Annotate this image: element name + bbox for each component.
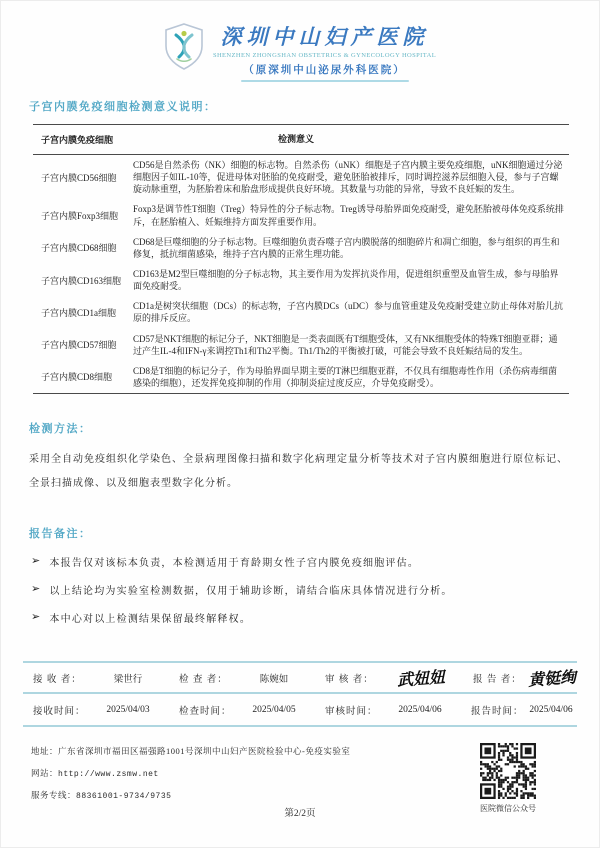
hospital-name: 深圳中山妇产医院 [220,25,429,49]
arrow-bullet-icon: ➢ [31,611,42,624]
header-underline [241,80,409,82]
receive-time-label: 接收时间： [33,706,86,717]
cell-type-label: 子宫内膜CD68细胞 [41,243,117,254]
review-time: 2025/04/06 [398,704,442,715]
significance-table [33,124,569,394]
address-value: 广东省深圳市福田区福强路1001号深圳中山妇产医院检验中心-免疫实验室 [58,746,351,756]
note-item [31,582,565,597]
note-text: 本中心对以上检测结果保留最终解释权。 [49,614,252,626]
check-time-label: 检查时间： [179,706,232,717]
checker-name: 陈婉如 [259,674,289,685]
wechat-qr-label: 医院微信公众号 [480,804,536,813]
footer-website-line [31,767,350,779]
table-row [33,232,569,264]
note-text: 以上结论均为实验室检测数据，仅用于辅助诊断，请结合临床具体情况进行分析。 [49,586,453,598]
table-row [33,264,569,296]
table-row [33,329,569,361]
reviewer-label: 审 核 者： [325,674,374,685]
cell-meaning-text: CD163是M2型巨噬细胞的分子标志物，其主要作用为发挥抗炎作用，促进组织重塑及血管生成，参与母胎界面免疫耐受。 [133,268,559,292]
significance-table-header [33,125,569,155]
cell-meaning-text: CD8是T细胞的标记分子，作为母胎界面早期主要的T淋巴细胞亚群，不仅具有细胞毒性作用（杀伤病毒细菌感染的细胞），还发挥免疫抑制的作用（抑制炎症过度反应，介导免疫耐受）。 [133,365,558,388]
table-row [33,361,569,393]
hospital-header [1,1,599,82]
note-text: 本报告仅对该标本负责，本检测适用于育龄期女性子宫内膜免疫细胞评估。 [49,558,420,570]
arrow-bullet-icon: ➢ [31,583,42,596]
cell-meaning-text: CD68是巨噬细胞的分子标志物。巨噬细胞负责吞噬子宫内膜脱落的细胞碎片和凋亡细胞，参与组织的再生和修复，抵抗细菌感染，维持子宫内膜的正常生理功能。 [133,236,560,259]
cell-type-label: 子宫内膜CD1a细胞 [41,307,116,318]
notes-section-title: 报告备注： [29,528,92,541]
check-time: 2025/04/05 [252,704,296,715]
hospital-shield-logo-icon [164,23,204,70]
receive-time: 2025/04/03 [106,704,150,715]
cell-type-label: 子宫内膜CD56细胞 [41,172,117,183]
hospital-former-name: （原深圳中山泌尿外科医院） [243,65,406,76]
footer-hotline-line [31,789,350,801]
cell-type-label: 子宫内膜CD57细胞 [41,340,117,351]
method-section-title: 检测方法： [29,423,92,436]
checker-label: 检 查 者： [179,674,228,685]
cell-type-label: 子宫内膜CD163细胞 [41,275,122,286]
hospital-name-en: SHENZHEN ZHONGSHAN OBSTETRICS & GYNECOLOGY HOSPITAL [212,52,437,59]
cell-type-label: 子宫内膜CD8细胞 [41,372,113,383]
receiver-label: 接 收 者： [33,674,82,685]
page-number: 第2/2页 [284,809,316,819]
hotline-value: 88361001-9734/9735 [76,792,172,801]
hospital-title-block [213,21,436,82]
note-item [31,554,565,569]
address-label: 地址： [31,746,59,756]
website-label: 网站： [31,768,59,778]
reporter-signature: 黄铤绚 [527,669,577,690]
arrow-bullet-icon: ➢ [31,555,42,568]
footer-address-line [31,745,350,757]
table-row [33,155,569,199]
table-row [33,296,569,328]
footer-contact-block [31,745,350,811]
signoff-table [23,661,577,727]
wechat-qr-block [477,743,539,814]
cell-type-label: 子宫内膜Foxp3细胞 [41,211,119,222]
column-header-meaning: 检测意义 [277,134,314,145]
cell-meaning-text: Foxp3是调节性T细胞（Treg）特异性的分子标志物。Treg诱导母胎界面免疫耐受，避免胚胎被母体免疫系统排斥，在胚胎植入、妊娠维持方面发挥重要作用。 [133,204,564,227]
reviewer-signature: 武妞妞 [396,669,446,690]
wechat-qr-code-icon [480,743,536,799]
cell-meaning-text: CD1a是树突状细胞（DCs）的标志物，子宫内膜DCs（uDC）参与血管重建及免疫耐受建立防止母体对胎儿抗原的排斥反应。 [133,301,564,324]
hotline-label: 服务专线： [31,790,77,800]
cell-meaning-text: CD57是NKT细胞的标记分子，NKT细胞是一类表面既有T细胞受体，又有NK细胞受体的特殊T细胞亚群；通过产生IL-4和IFN-γ来调控Th1和Th2平衡。Th1/Th2的平衡被打破，可能会导致不良妊娠结局的发生。 [133,333,558,356]
method-body-text: 采用全自动免疫组织化学染色、全景病理图像扫描和数字化病理定量分析等技术对子宫内膜细胞进行原位标记、全景扫描成像、以及细胞表型数字化分析。 [29,454,568,489]
reporter-label: 报 告 者： [473,674,522,685]
signoff-names-row [23,663,577,694]
significance-section-title: 子宫内膜免疫细胞检测意义说明： [29,101,217,113]
receiver-name: 梁世行 [113,674,143,685]
table-row [33,199,569,231]
cell-meaning-text: CD56是自然杀伤（NK）细胞的标志物。自然杀伤（uNK）细胞是子宫内膜主要免疫细胞，uNK细胞通过分泌细胞因子如IL-10等，促进母体对胚胎的免疫耐受，避免胚胎被排斥，同时调控滋养层细胞入侵，参与子宫螺旋动脉重塑，为胚胎着床和胎盘形成提供良好环境。其数量与功能的异常，导致不良妊娠的发生。 [133,160,563,195]
website-value: http://www.zsmw.net [58,770,159,779]
report-time-label: 报告时间： [471,706,524,717]
report-time: 2025/04/06 [529,704,573,715]
signoff-times-row [23,694,577,725]
note-item [31,610,565,625]
review-time-label: 审核时间： [325,706,378,717]
column-header-cell-type: 子宫内膜免疫细胞 [41,135,114,145]
